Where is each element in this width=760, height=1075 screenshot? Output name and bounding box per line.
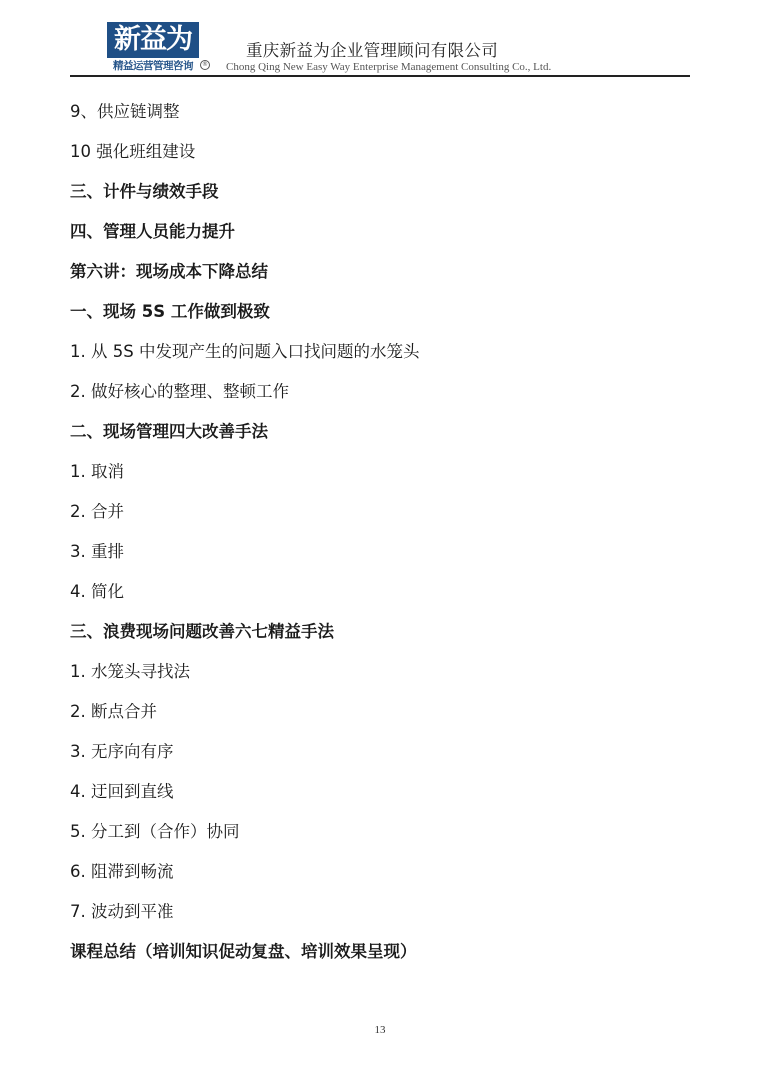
list-item: 1. 取消 xyxy=(70,462,124,481)
section-heading: 一、现场 5S 工作做到极致 xyxy=(70,302,270,321)
list-item: 3. 重排 xyxy=(70,542,124,561)
company-name-english: Chong Qing New Easy Way Enterprise Management Consulting Co., Ltd. xyxy=(226,61,552,73)
section-heading: 三、计件与绩效手段 xyxy=(70,182,219,201)
section-heading: 二、现场管理四大改善手法 xyxy=(70,422,268,441)
list-item: 4. 迂回到直线 xyxy=(70,782,174,801)
header-divider xyxy=(70,75,690,77)
list-item: 10 强化班组建设 xyxy=(70,142,196,161)
page-header xyxy=(0,0,760,80)
list-item: 1. 从 5S 中发现产生的问题入口找问题的水笼头 xyxy=(70,342,420,361)
logo-text: 新益为 xyxy=(107,22,199,58)
list-item: 9、供应链调整 xyxy=(70,102,180,121)
document-body xyxy=(70,96,690,976)
section-heading: 第六讲：现场成本下降总结 xyxy=(70,262,268,281)
list-item: 5. 分工到（合作）协同 xyxy=(70,822,240,841)
list-item: 4. 简化 xyxy=(70,582,124,601)
list-item: 7. 波动到平准 xyxy=(70,902,174,921)
page-number: 13 xyxy=(374,1024,386,1036)
registered-mark-icon: ® xyxy=(202,61,208,68)
company-logo xyxy=(107,22,208,72)
list-item: 2. 做好核心的整理、整顿工作 xyxy=(70,382,289,401)
section-heading: 四、管理人员能力提升 xyxy=(70,222,235,241)
list-item: 3. 无序向有序 xyxy=(70,742,174,761)
section-heading: 三、浪费现场问题改善六七精益手法 xyxy=(70,622,334,641)
list-item: 1. 水笼头寻找法 xyxy=(70,662,190,681)
logo-subtext: 精益运营管理咨询 xyxy=(113,60,193,72)
company-name-chinese: 重庆新益为企业管理顾问有限公司 xyxy=(246,41,498,60)
list-item: 2. 断点合并 xyxy=(70,702,157,721)
list-item: 6. 阻滞到畅流 xyxy=(70,862,174,881)
section-heading: 课程总结（培训知识促动复盘、培训效果呈现） xyxy=(70,942,417,961)
list-item: 2. 合并 xyxy=(70,502,124,521)
